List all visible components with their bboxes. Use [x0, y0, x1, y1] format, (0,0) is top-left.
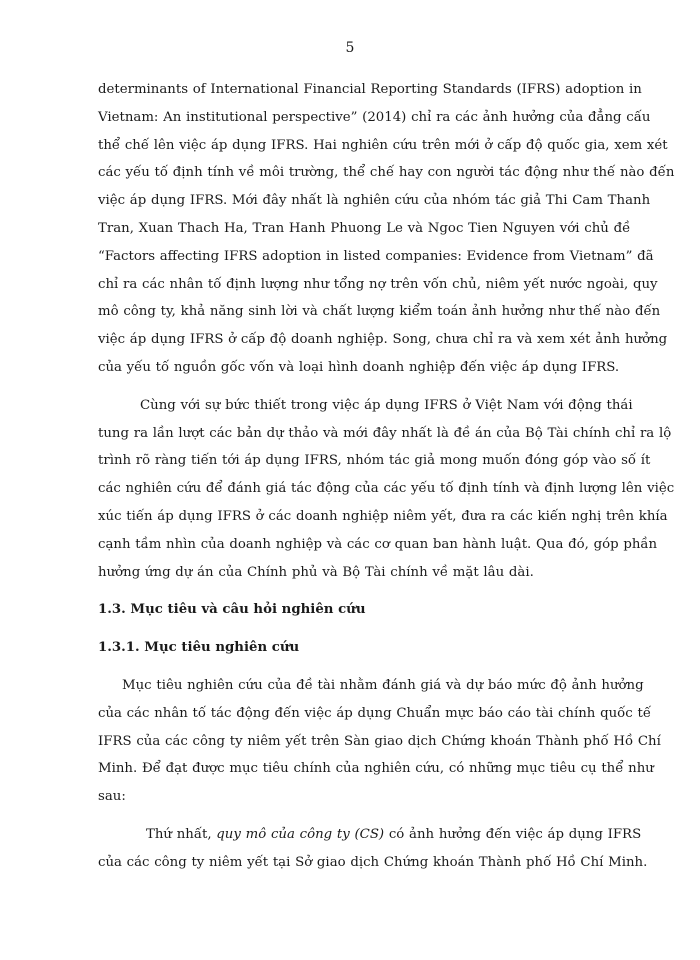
text-line: tung ra lần lượt các bản dự thảo và mới đây nhất là đề án của Bộ Tài chính chỉ ra lộ: [98, 425, 672, 441]
text-run: Thứ nhất,: [146, 826, 217, 842]
text-line: Vietnam: An institutional perspective” (2014) chỉ ra các ảnh hưởng của đẳng cấu: [98, 109, 651, 125]
text-run: có ảnh hưởng đến việc áp dụng IFRS: [384, 826, 642, 842]
section-heading: 1.3. Mục tiêu và câu hỏi nghiên cứu: [98, 602, 366, 618]
paragraph-gap: [98, 382, 622, 392]
text-line: sau:: [98, 789, 126, 805]
paragraph-2: [98, 392, 675, 587]
text-line: Cùng với sự bức thiết trong việc áp dụng IFRS ở Việt Nam với động thái: [140, 397, 633, 413]
paragraph-3: [98, 672, 661, 811]
text-line: [98, 821, 642, 849]
paragraph-gap: [98, 662, 622, 672]
italic-term: quy mô của công ty (CS): [216, 826, 385, 842]
text-line: cạnh tầm nhìn của doanh nghiệp và các cơ quan ban hành luật. Qua đó, góp phần: [98, 536, 658, 552]
text-line: IFRS của các công ty niêm yết trên Sàn giao dịch Chứng khoán Thành phố Hồ Chí: [98, 733, 661, 749]
paragraph-gap: [98, 586, 622, 596]
text-line: trình rõ ràng tiến tới áp dụng IFRS, nhóm tác giả mong muốn đóng góp vào số ít: [98, 453, 651, 469]
text-line: của các công ty niêm yết tại Sở giao dịch Chứng khoán Thành phố Hồ Chí Minh.: [98, 854, 648, 870]
page-content: [98, 76, 675, 877]
paragraph-gap: [98, 811, 622, 821]
text-line: các nghiên cứu để đánh giá tác động của các yếu tố định tính và định lượng lên việc: [98, 481, 675, 497]
text-line: Minh. Để đạt được mục tiêu chính của nghiên cứu, có những mục tiêu cụ thể như: [98, 761, 654, 777]
text-line: Mục tiêu nghiên cứu của đề tài nhằm đánh giá và dự báo mức độ ảnh hưởng: [122, 677, 644, 693]
page-number: 5: [345, 40, 355, 56]
text-line: xúc tiến áp dụng IFRS ở các doanh nghiệp niêm yết, đưa ra các kiến nghị trên khía: [98, 508, 668, 524]
text-line: chỉ ra các nhân tố định lượng như tổng nợ trên vốn chủ, niêm yết nước ngoài, quy: [98, 276, 658, 292]
text-line: determinants of International Financial Reporting Standards (IFRS) adoption in: [98, 82, 642, 97]
text-line: mô công ty, khả năng sinh lời và chất lượng kiểm toán ảnh hưởng như thế nào đến: [98, 304, 661, 320]
text-line: của các nhân tố tác động đến việc áp dụng Chuẩn mực báo cáo tài chính quốc tế: [98, 705, 652, 721]
text-line: Tran, Xuan Thach Ha, Tran Hanh Phuong Le và Ngoc Tien Nguyen với chủ đề: [98, 220, 631, 236]
text-line: thể chế lên việc áp dụng IFRS. Hai nghiên cứu trên mới ở cấp độ quốc gia, xem xét: [98, 137, 668, 153]
text-line: của yếu tố nguồn gốc vốn và loại hình doanh nghiệp đến việc áp dụng IFRS.: [98, 359, 620, 375]
text-line: hưởng ứng dự án của Chính phủ và Bộ Tài chính về mặt lâu dài.: [98, 564, 534, 580]
paragraph-4: [98, 821, 648, 877]
text-line: “Factors affecting IFRS adoption in listed companies: Evidence from Vietnam” đã: [98, 248, 654, 264]
paragraph-1: [98, 76, 675, 382]
text-line: việc áp dụng IFRS. Mới đây nhất là nghiên cứu của nhóm tác giả Thi Cam Thanh: [98, 193, 651, 209]
paragraph-gap: [98, 624, 622, 634]
subsection-heading: 1.3.1. Mục tiêu nghiên cứu: [98, 640, 300, 656]
text-line: việc áp dụng IFRS ở cấp độ doanh nghiệp. Song, chưa chỉ ra và xem xét ảnh hưởng: [98, 332, 668, 348]
text-line: các yếu tố định tính về môi trường, thể chế hay con người tác động như thế nào đến: [98, 165, 675, 181]
